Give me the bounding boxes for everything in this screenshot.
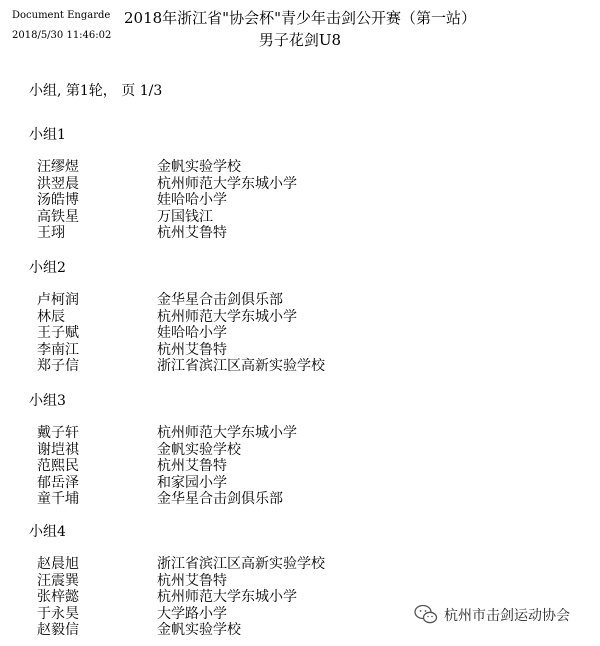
fencer-row — [0, 425, 600, 442]
fencer-name: 卢柯润 — [37, 292, 79, 308]
document-title: 2018年浙江省"协会杯"青少年击剑公开赛（第一站） — [124, 9, 476, 27]
fencer-row — [0, 475, 600, 492]
fencer-name: 谢垲祺 — [37, 441, 79, 458]
fencer-club: 杭州师范大学东城小学 — [157, 425, 297, 441]
fencer-name: 李南江 — [37, 341, 79, 358]
fencer-row — [0, 458, 600, 475]
fencer-club: 万国钱江 — [157, 208, 213, 225]
fencer-name: 童千埔 — [37, 491, 79, 507]
fencer-row — [0, 292, 600, 309]
fencer-name: 戴子轩 — [37, 425, 79, 441]
fencer-club: 金帆实验学校 — [157, 622, 241, 638]
fencer-club: 杭州艾鲁特 — [157, 458, 227, 474]
wechat-icon — [414, 604, 438, 626]
fencer-row — [0, 573, 600, 590]
print-timestamp: 2018/5/30 11:46:02 — [12, 30, 112, 41]
fencer-row — [0, 159, 600, 176]
fencer-name: 赵毅信 — [37, 622, 79, 638]
group-title: 小组3 — [29, 393, 66, 409]
fencer-club: 金华星合击剑俱乐部 — [157, 292, 283, 308]
fencer-name: 汤皓博 — [37, 192, 79, 208]
fencer-row — [0, 192, 600, 209]
fencer-name: 赵晨旭 — [37, 556, 79, 572]
fencer-club: 浙江省滨江区高新实验学校 — [157, 556, 325, 572]
round-info: 小组, 第1轮， 页 1/3 — [29, 83, 163, 99]
fencer-row — [0, 309, 600, 326]
fencer-club: 杭州师范大学东城小学 — [157, 589, 297, 605]
fencer-row — [0, 342, 600, 359]
fencer-name: 汪缪煜 — [37, 159, 79, 175]
fencer-club: 杭州师范大学东城小学 — [157, 308, 297, 325]
group-title: 小组4 — [29, 524, 66, 540]
fencer-name: 王珝 — [37, 225, 65, 241]
group-title: 小组2 — [29, 260, 66, 276]
group-title: 小组1 — [29, 127, 66, 143]
fencer-name: 王子赋 — [37, 325, 79, 341]
fencer-row — [0, 556, 600, 573]
fencer-club: 金帆实验学校 — [157, 159, 241, 175]
fencer-row — [0, 225, 600, 242]
watermark — [414, 604, 570, 626]
fencer-club: 和家园小学 — [157, 474, 227, 491]
fencer-club: 娃哈哈小学 — [157, 325, 227, 341]
fencer-name: 于永昊 — [37, 605, 79, 622]
fencer-name: 高铁星 — [37, 208, 79, 225]
fencer-name: 汪震巽 — [37, 572, 79, 589]
fencer-club: 杭州艾鲁特 — [157, 225, 227, 241]
fencer-row — [0, 491, 600, 508]
document-subtitle: 男子花剑U8 — [258, 31, 342, 49]
fencer-club: 金华星合击剑俱乐部 — [157, 491, 283, 507]
fencer-club: 浙江省滨江区高新实验学校 — [157, 358, 325, 374]
fencer-row — [0, 325, 600, 342]
fencer-row — [0, 176, 600, 193]
fencer-name: 范熙民 — [37, 458, 79, 474]
app-name: Document Engarde — [12, 10, 111, 21]
fencer-club: 杭州师范大学东城小学 — [157, 175, 297, 192]
watermark-text: 杭州市击剑运动协会 — [444, 608, 570, 624]
fencer-club: 金帆实验学校 — [157, 441, 241, 458]
fencer-row — [0, 442, 600, 459]
fencer-row — [0, 209, 600, 226]
fencer-club: 杭州艾鲁特 — [157, 572, 227, 589]
fencer-row — [0, 358, 600, 375]
fencer-name: 洪翌晨 — [37, 175, 79, 192]
fencer-name: 张梓懿 — [37, 589, 79, 605]
fencer-name: 林辰 — [37, 308, 65, 325]
fencer-name: 郑子信 — [37, 358, 79, 374]
fencer-name: 郁岳泽 — [37, 474, 79, 491]
fencer-club: 杭州艾鲁特 — [157, 341, 227, 358]
fencer-club: 娃哈哈小学 — [157, 192, 227, 208]
fencer-club: 大学路小学 — [157, 605, 227, 622]
